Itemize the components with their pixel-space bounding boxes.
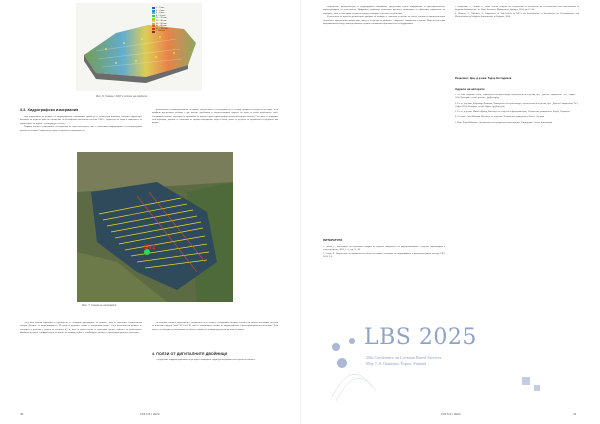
legend-item: 10 – 20 mm <box>152 17 168 20</box>
reference-item: 4. Милева, Р., Nikolova, S., Importance of Sub-Criteria in MCA for Prioritization of Investments for Reconstruction and Modernization of Irrigation Infrastructure in Bulgaria, 2024. <box>455 13 579 19</box>
figure-6-caption: Фиг. 6. Схема с GCP и плочки на гредите <box>96 95 148 98</box>
lbs-title: LBS 2025 <box>364 325 477 350</box>
section-4-text <box>152 359 278 369</box>
references-continued <box>455 6 579 66</box>
legend-item: 40 – 60 mm <box>152 23 168 26</box>
reference-item: 3. Богданова, С., Лечков, П., Multi Criteria Analysis for Prioritization of Investments for Reconstruction and Modernization of Irrigation Infrastructure, in: Water Resources Management, Springer, 2024, pp. 17–44. <box>455 6 579 12</box>
lbs-dates: May 7–9, Otaniemi, Espoo, Finland <box>366 361 427 366</box>
text-column-3 <box>20 322 142 370</box>
paragraph: В контекста на проекта дигиталният двойник на язовира се използва за анализ на обема, площта и пропускателната способност при различни водни нива, както и за оценка на рисковете, свързани с наводнения и ерозия. Моделът улеснява комуникацията между заинтересованите страни и повишава ефективността на поддръжката. <box>323 16 445 26</box>
reference-item: 2. Анева, Р., Определяне на промяната на обема на язовир с помощта на хидрографски и фотограметрични методи. ГКЗ, 2024, 3–4. <box>323 253 445 259</box>
legend-item: 2 – 4 mm <box>152 10 168 13</box>
legend-item: 60 – 80 mm <box>152 25 168 28</box>
figure-dem-model <box>76 3 202 91</box>
dem-legend <box>152 7 168 33</box>
right-page <box>300 0 600 424</box>
author-entry: 4. Ас. инж. Анна Ванкова, Институт по геодезия, Технически университет, Виена, Австрия <box>455 116 545 119</box>
journal-footer-right: ГКЗ 5-6 / 2024 <box>441 412 461 416</box>
lbs-conference-ad <box>322 317 558 409</box>
reviewer-line: Рецензент: Доц. д-р инж. Тодор Костадинов <box>455 77 512 80</box>
author-entry: 1. Ас. инж. Мариян Генчев, Университет по архитектура, строителство и геодезия, бул. „Христо Смирненски" № 1, София 1164, България, e-mail: genchev_fgs@uacg.bg <box>455 94 575 100</box>
text-column-right-1 <box>323 6 445 232</box>
text-column-1 <box>20 116 142 152</box>
lbs-subtitle: 20th Conference on Location Based Services <box>366 355 442 360</box>
legend-item: 6 – 10 mm <box>152 15 168 18</box>
references-list <box>323 246 445 306</box>
dem-model-graphic <box>76 3 202 91</box>
figure-7-caption: Фиг. 7. Схема на галсовете <box>82 304 117 307</box>
paragraph: дълбочината и характеристиките на водата, гредата която и необходимо да се създаде профил на скоростта на звука. Тези профили предоставят таблица с две колони: дълбочина и съответстващата скорост на звука за всеки дълбочинен слой. Следващата стъпка е корекция за промяната на водното ниво спрямо референтната височинна система. След като се извършат тези корекции, данните се изчистват от грешни измервания, шум и точки, които са резултат от отражения от предмети във водата. <box>152 109 278 125</box>
legend-item: 20 – 40 mm <box>152 20 168 23</box>
author-entry: 3. Гл. ас. д-р инж. Михаел Кранц, Институт по геодезия и фотограметрия, Технически университет, Бохум, Германия <box>455 111 570 114</box>
section-title: 3.2. Хидрографски измервания <box>20 108 79 112</box>
paragraph: Първата стъпка е изчисляване на скоростта на звука във водата, като е използвана информацията от температурния датчик на ехолота. Скоростта на звука се променя в зависимост от <box>20 126 142 132</box>
text-column-4 <box>152 322 278 348</box>
satellite-image <box>77 152 233 302</box>
survey-point-label: SV1 <box>144 245 156 251</box>
author-entry: 2. Гл. ас. д-р инж. Добромир Филипов, Университет по архитектура, строителство и геодезия, бул. „Христо Смирненски" № 1, София 1164, България, e-mail: filipov_fgs@uacg.bg <box>455 102 579 108</box>
figure-survey-lines <box>77 152 233 302</box>
page-number-left: 40 <box>20 412 24 416</box>
author-entry: 5. Инж. Карл Кайпонен, Департамент по гражданско инженерство, Университет Аалто, Финландия <box>455 121 553 124</box>
paragraph: При обработката на данните от хидрографските измервания трябва да се вземат под внимание следните параметри: височина на водното ниво по отношение на Балтийската височинна система 1982 г., скоростта на звука в зависимост от параметрите на водата – температура, солено... <box>20 116 142 125</box>
paragraph: Създадените цифрови двойници на релефа и язовирната структура получават ясно изразена стойност <box>156 359 256 361</box>
legend-item: > 100 mm <box>152 30 168 33</box>
paragraph: След като всички корекции са приложени, се извършва филтриране на данните, като се използват статистически методи. Данните са визуализирани в 3D среда и грешните точки се отстраняват ръчно. След почистването данните се генерират в решетка с размер на клетката 0,5 м, като за всяка клетка се изчислява средна стойност на дълбочината. Крайният резултат е цифров модел на дъното на язовира, който се комбинира с данните от фотограметричното заснемане. <box>20 322 142 334</box>
page-number-right: 41 <box>573 412 577 416</box>
paragraph: съоръжение, фотограметрия и хидрографски измервания, предоставят ценна информация за пространственото характеризиране на състоянието. Цифровите двойници позволяват прецизен мониторинг и ефективно управление на язовирите, като се осигурява основа за бъдещо планиране и вземане на решения. <box>323 6 445 15</box>
legend-item: 4 – 6 mm <box>152 12 168 15</box>
paragraph: Последната стъпка в обработката е създаването на TIN модел (Triangulated Irregular Network) на дъното на язовира. За целта се използва софтуер AutoCAD Civil 3D, като се комбинират точките от хидрографското и фотограметричното заснемане. Този модел е необходим за изчисляване на обема и площта на язовира при различни нива на водата. <box>152 322 278 331</box>
legend-item: 80 – 100 mm <box>152 28 168 31</box>
journal-footer-left: ГКЗ 5-6 / 2024 <box>140 412 160 416</box>
references-title: ЛИТЕРАТУРА <box>323 238 343 242</box>
section-4-title: 4. ПОЛЗИ ОТ ДИГИТАЛНИТЕ ДВОЙНИЦИ <box>152 352 228 356</box>
authors-list <box>455 94 579 306</box>
reference-item: 1. Анева, Р., Изследване на надлъжния профил на водната повърхност на водохранилищата. Геодезия, картография и земеустройство, 2023, 1–2, стр. 31–38. <box>323 246 445 252</box>
authors-title: Адреси на авторите <box>455 87 485 91</box>
legend-item: 1 – 2 mm <box>152 7 168 10</box>
text-column-2 <box>152 109 278 152</box>
